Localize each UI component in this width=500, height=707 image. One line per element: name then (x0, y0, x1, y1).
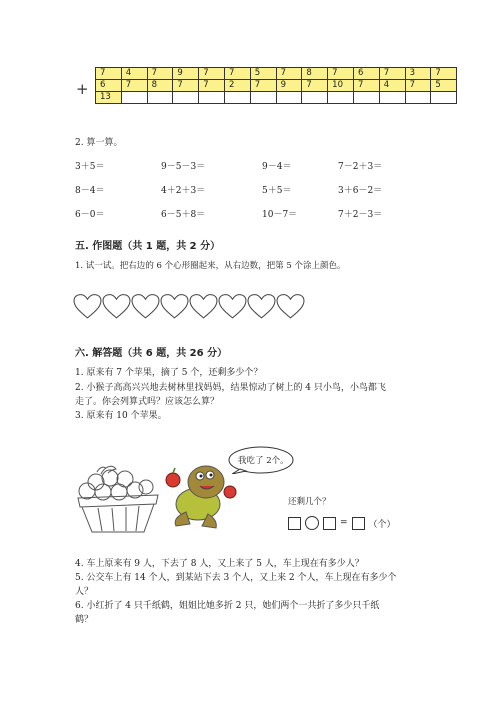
table-cell[interactable] (379, 92, 405, 104)
table-cell: 9 (276, 80, 302, 92)
calc-problem: 3＋5＝ (75, 162, 105, 172)
plus-sign: + (76, 80, 89, 98)
calc-problem: 6－5＋8＝ (161, 210, 206, 220)
table-row (96, 80, 457, 92)
section-six-title: 六. 解答题（共 6 题，共 26 分） (75, 348, 228, 359)
table-cell: 7 (302, 80, 328, 92)
operator-circle[interactable] (305, 516, 319, 530)
heart-shape[interactable] (131, 293, 160, 320)
table-cell: 7 (250, 80, 276, 92)
question-label: 2. 算一算。 (75, 138, 123, 148)
table-cell: 7 (328, 68, 354, 80)
table-cell[interactable] (405, 92, 431, 104)
equals-sign: = (340, 518, 348, 528)
table-cell: 7 (147, 68, 173, 80)
heart-shape[interactable] (189, 293, 218, 320)
unit-label: （个） (368, 519, 396, 530)
calc-problem: 4＋2＋3＝ (161, 186, 206, 196)
answer-box[interactable] (352, 517, 365, 530)
table-cell: 6 (353, 68, 379, 80)
table-cell: 7 (276, 68, 302, 80)
calc-problem: 3＋6－2＝ (338, 186, 383, 196)
table-cell: 4 (379, 80, 405, 92)
table-cell: 7 (199, 80, 225, 92)
table-cell: 9 (173, 68, 199, 80)
table-cell: 8 (302, 68, 328, 80)
table-cell: 8 (147, 80, 173, 92)
table-cell[interactable] (250, 92, 276, 104)
table-cell: 10 (328, 80, 354, 92)
table-cell[interactable] (199, 92, 225, 104)
heart-shape[interactable] (102, 293, 131, 320)
question-text: 1. 试一试。把右边的 6 个心形圈起来，从右边数，把第 5 个涂上颜色。 (75, 261, 346, 271)
calc-problem: 7＋2－3＝ (338, 210, 383, 220)
table-row (96, 68, 457, 80)
table-cell: 7 (405, 80, 431, 92)
table-cell[interactable] (302, 92, 328, 104)
table-cell[interactable] (353, 92, 379, 104)
table-cell: 7 (96, 68, 122, 80)
calc-problem: 9－5－3＝ (161, 162, 206, 172)
question-text: 4. 车上原来有 9 人，下去了 8 人，又上来了 5 人，车上现在有多少人？ (75, 559, 364, 569)
answer-box[interactable] (288, 517, 301, 530)
question-text: 5. 公交车上有 14 个人，到某站下去 3 个人，又上来 2 个人，车上现在有多少个 (75, 573, 397, 583)
table-cell[interactable] (121, 92, 147, 104)
calc-problem: 5＋5＝ (262, 186, 292, 196)
remaining-prompt: 还剩几个？ (288, 497, 331, 507)
table-cell: 5 (431, 80, 457, 92)
heart-shape[interactable] (218, 293, 247, 320)
table-cell: 13 (96, 92, 122, 104)
table-cell: 7 (224, 68, 250, 80)
table-cell[interactable] (147, 92, 173, 104)
table-cell: 7 (173, 80, 199, 92)
question-text: 2. 小猴子高高兴兴地去树林里找妈妈，结果惊动了树上的 4 只小鸟，小鸟都飞 (75, 383, 386, 393)
table-cell[interactable] (173, 92, 199, 104)
calc-problem: 9－4＝ (262, 162, 292, 172)
question-text: 鹤？ (75, 615, 94, 625)
table-cell: 4 (121, 68, 147, 80)
table-cell: 7 (431, 68, 457, 80)
heart-shape[interactable] (73, 293, 102, 320)
calc-problem: 8－4＝ (75, 186, 105, 196)
answer-equation-row (288, 516, 396, 530)
addition-table (95, 67, 457, 104)
answer-box[interactable] (323, 517, 336, 530)
table-cell: 7 (379, 68, 405, 80)
table-cell: 7 (199, 68, 225, 80)
question-text: 1. 原来有 7 个苹果，摘了 5 个，还剩多少个？ (75, 368, 263, 378)
table-cell: 7 (121, 80, 147, 92)
question-text: 人？ (75, 587, 94, 597)
table-cell[interactable] (224, 92, 250, 104)
table-cell: 3 (405, 68, 431, 80)
question-text: 3. 原来有 10 个苹果。 (75, 411, 167, 421)
table-row (96, 92, 457, 104)
speech-bubble-text: 我吃了 2个。 (238, 456, 289, 466)
apple-basket-illustration (76, 462, 164, 534)
table-cell[interactable] (431, 92, 457, 104)
heart-shape[interactable] (276, 293, 305, 320)
calc-problem: 10－7＝ (262, 210, 298, 220)
calc-problem: 7－2＋3＝ (338, 162, 383, 172)
table-cell[interactable] (328, 92, 354, 104)
question-text: 走了。你会列算式吗？应该怎么算？ (75, 397, 220, 407)
heart-shape[interactable] (160, 293, 189, 320)
calc-problem: 6－0＝ (75, 210, 105, 220)
table-cell: 5 (250, 68, 276, 80)
table-cell: 2 (224, 80, 250, 92)
section-five-title: 五. 作图题（共 1 题，共 2 分） (75, 241, 221, 252)
table-cell: 7 (353, 80, 379, 92)
table-cell[interactable] (276, 92, 302, 104)
table-cell: 6 (96, 80, 122, 92)
hearts-row (73, 293, 305, 320)
question-text: 6. 小红折了 4 只千纸鹤，姐姐比她多折 2 只，她们两个一共折了多少只千纸 (75, 601, 380, 611)
heart-shape[interactable] (247, 293, 276, 320)
